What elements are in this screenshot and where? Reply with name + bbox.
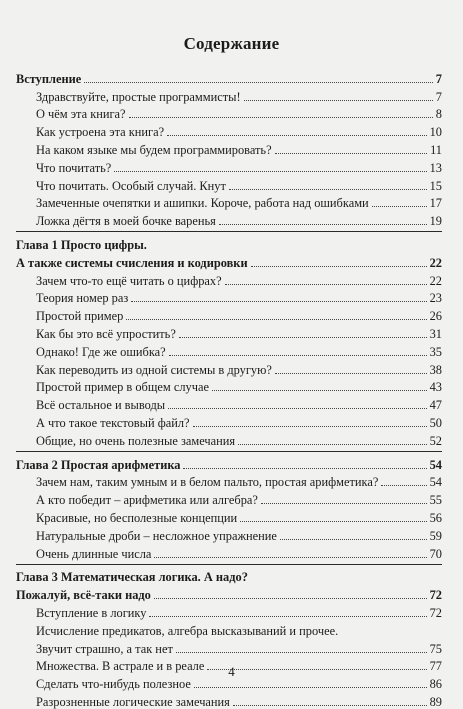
- entry-title: Сделать что-нибудь полезное: [36, 677, 191, 692]
- chapter-heading: [16, 567, 442, 585]
- entry-page: 11: [430, 142, 442, 157]
- section-divider: [16, 451, 442, 452]
- toc-entry: [16, 691, 442, 709]
- dot-leader: [183, 467, 426, 469]
- entry-title: Глава 1 Просто цифры.: [16, 237, 147, 252]
- entry-page: 22: [429, 255, 442, 270]
- entry-page: 7: [435, 71, 442, 86]
- dot-leader: [225, 283, 427, 285]
- toc-entry: [16, 288, 442, 306]
- dot-leader: [176, 651, 427, 653]
- entry-title: Здравствуйте, простые программисты!: [36, 89, 241, 104]
- toc-entry: [16, 193, 442, 211]
- entry-title: На каком языке мы будем программировать?: [36, 142, 272, 157]
- entry-title: Что почитать?: [36, 160, 112, 175]
- dot-leader: [126, 318, 426, 320]
- dot-leader: [169, 354, 427, 356]
- entry-page: 43: [429, 380, 442, 395]
- entry-page: 17: [429, 196, 442, 211]
- entry-page: 10: [429, 125, 442, 140]
- toc-entry: [16, 602, 442, 620]
- entry-title: Простой пример: [36, 309, 124, 324]
- entry-page: 7: [435, 89, 442, 104]
- toc-entry: [16, 175, 442, 193]
- entry-page: 54: [429, 475, 442, 490]
- entry-page: 50: [429, 415, 442, 430]
- chapter-entry: [16, 68, 442, 86]
- page-title: Содержание: [183, 34, 280, 53]
- toc-entry: [16, 121, 442, 139]
- toc-entry: [16, 86, 442, 104]
- entry-title: Красивые, но бесполезные концепции: [36, 510, 238, 525]
- entry-title: Что почитать. Особый случай. Кнут: [36, 178, 226, 193]
- entry-page: 31: [429, 326, 442, 341]
- entry-title: А кто победит – арифметика или алгебра?: [36, 493, 258, 508]
- dot-leader: [251, 265, 427, 267]
- entry-page: 47: [429, 398, 442, 413]
- entry-page: 23: [429, 291, 442, 306]
- entry-title: Всё остальное и выводы: [36, 398, 166, 413]
- entry-title: Однако! Где же ошибка?: [36, 344, 166, 359]
- toc-entry: [16, 323, 442, 341]
- entry-page: 54: [429, 457, 442, 472]
- entry-title: Глава 2 Простая арифметика: [16, 457, 181, 472]
- dot-leader: [84, 81, 433, 83]
- toc-entry: [16, 638, 442, 656]
- entry-title: Очень длинные числа: [36, 546, 152, 561]
- dot-leader: [280, 538, 427, 540]
- entry-title: Замеченные очепятки и ашипки. Короче, работа над ошибками: [36, 196, 369, 211]
- entry-page: 89: [429, 694, 442, 709]
- toc-entry: [16, 139, 442, 157]
- dot-leader: [129, 116, 433, 118]
- toc-entry: [16, 359, 442, 377]
- page-number: 4: [228, 664, 235, 679]
- toc-entry: [16, 489, 442, 507]
- entry-page: 26: [429, 309, 442, 324]
- toc-entry: [16, 305, 442, 323]
- chapter-entry: [16, 252, 442, 270]
- entry-title: Разрозненные логические замечания: [36, 694, 230, 709]
- toc-entry: [16, 377, 442, 395]
- entry-title: Натуральные дроби – несложное упражнение: [36, 528, 277, 543]
- entry-title: Вступление: [16, 71, 82, 86]
- toc-entry: [16, 341, 442, 359]
- dot-leader: [261, 502, 427, 504]
- dot-leader: [114, 170, 426, 172]
- dot-leader: [131, 300, 426, 302]
- dot-leader: [244, 99, 433, 101]
- toc-entry: [16, 507, 442, 525]
- dot-leader: [212, 389, 427, 391]
- section-divider: [16, 564, 442, 565]
- entry-title: Глава 3 Математическая логика. А надо?: [16, 570, 248, 585]
- entry-title: Теория номер раз: [36, 291, 129, 306]
- entry-title: А что такое текстовый файл?: [36, 415, 190, 430]
- dot-leader: [219, 223, 427, 225]
- dot-leader: [275, 372, 427, 374]
- dot-leader: [154, 556, 426, 558]
- entry-page: 72: [429, 605, 442, 620]
- entry-page: 86: [429, 677, 442, 692]
- toc-entry: [16, 157, 442, 175]
- entry-title: Вступление в логику: [36, 605, 147, 620]
- entry-page: 72: [429, 588, 442, 603]
- entry-title: Пожалуй, всё-таки надо: [16, 588, 151, 603]
- entry-title: О чём эта книга?: [36, 107, 126, 122]
- dot-leader: [193, 425, 427, 427]
- dot-leader: [240, 520, 426, 522]
- entry-title: Как переводить из одной системы в другую?: [36, 362, 272, 377]
- dot-leader: [238, 443, 427, 445]
- toc-entry: [16, 394, 442, 412]
- toc-entry: [16, 270, 442, 288]
- entry-page: 15: [429, 178, 442, 193]
- entry-page: 22: [429, 273, 442, 288]
- entry-page: 38: [429, 362, 442, 377]
- toc-entry: [16, 210, 442, 228]
- entry-page: 59: [429, 528, 442, 543]
- entry-title: Как бы это всё упростить?: [36, 326, 176, 341]
- toc-entry: [16, 104, 442, 122]
- entry-page: 52: [429, 433, 442, 448]
- dot-leader: [167, 134, 427, 136]
- entry-title: Общие, но очень полезные замечания: [36, 433, 236, 448]
- entry-page: 8: [435, 107, 442, 122]
- entry-title: Множества. В астрале и в реале: [36, 659, 205, 674]
- entry-title: А также системы счисления и кодировки: [16, 255, 248, 270]
- toc-entry: [16, 412, 442, 430]
- toc-entry: [16, 430, 442, 448]
- entry-page: 19: [429, 214, 442, 229]
- entry-page: 56: [429, 510, 442, 525]
- table-of-contents: [16, 68, 442, 709]
- entry-page: 13: [429, 160, 442, 175]
- dot-leader: [381, 484, 426, 486]
- entry-title: Зачем что-то ещё читать о цифрах?: [36, 273, 222, 288]
- entry-title: Исчисление предикатов, алгебра высказываний и прочее.: [36, 623, 339, 638]
- entry-page: 75: [429, 641, 442, 656]
- dot-leader: [154, 597, 427, 599]
- section-divider: [16, 231, 442, 232]
- dot-leader: [194, 686, 427, 688]
- chapter-entry: [16, 584, 442, 602]
- dot-leader: [168, 407, 427, 409]
- chapter-heading: [16, 234, 442, 252]
- dot-leader: [275, 152, 427, 154]
- dot-leader: [149, 615, 426, 617]
- toc-entry: [16, 620, 442, 638]
- toc-entry: [16, 525, 442, 543]
- dot-leader: [233, 704, 427, 706]
- chapter-entry: [16, 454, 442, 472]
- dot-leader: [372, 205, 427, 207]
- entry-title: Как устроена эта книга?: [36, 125, 165, 140]
- entry-page: 35: [429, 344, 442, 359]
- entry-title: Простой пример в общем случае: [36, 380, 209, 395]
- entry-page: 70: [429, 546, 442, 561]
- dot-leader: [229, 188, 427, 190]
- entry-page: 77: [429, 659, 442, 674]
- dot-leader: [179, 336, 427, 338]
- entry-title: Ложка дёгтя в моей бочке варенья: [36, 214, 216, 229]
- entry-title: Звучит страшно, а так нет: [36, 641, 173, 656]
- entry-page: 55: [429, 493, 442, 508]
- entry-title: Зачем нам, таким умным и в белом пальто, простая арифметика?: [36, 475, 379, 490]
- toc-entry: [16, 472, 442, 490]
- toc-entry: [16, 543, 442, 561]
